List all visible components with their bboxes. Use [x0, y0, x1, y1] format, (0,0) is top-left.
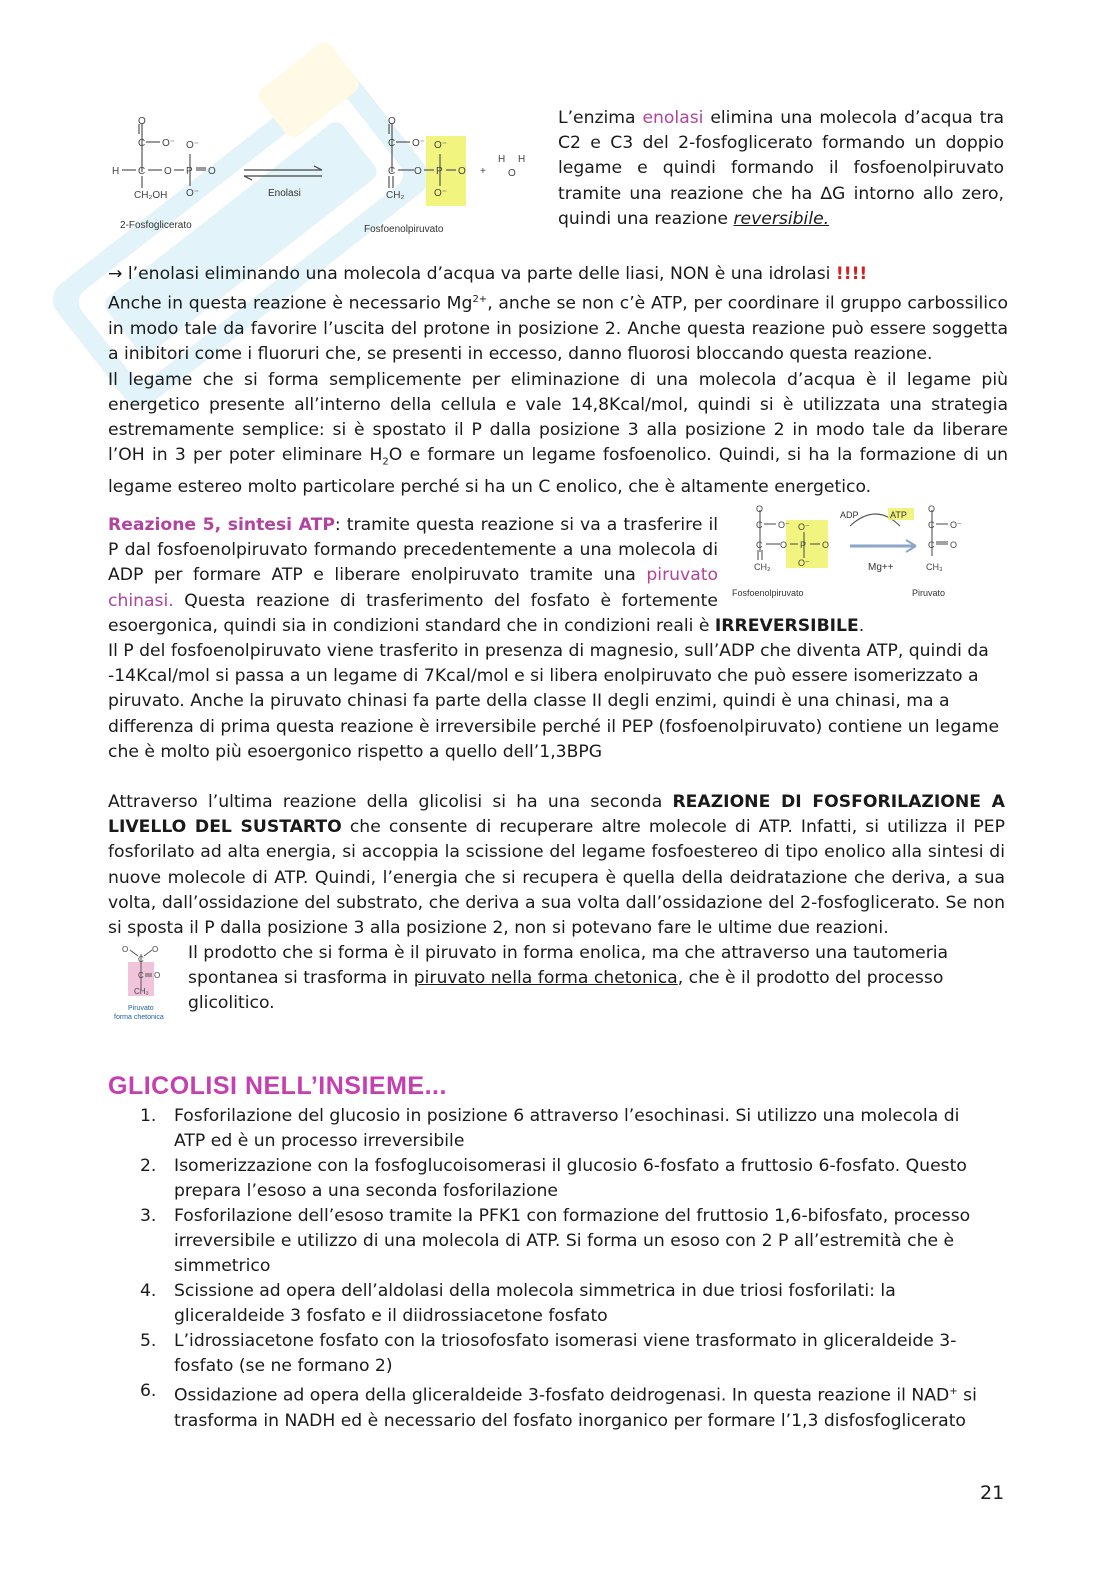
svg-text:CH₃: CH₃: [134, 987, 149, 996]
svg-text:CH₂OH: CH₂OH: [134, 190, 168, 201]
svg-text:O: O: [756, 504, 764, 514]
svg-text:O: O: [122, 945, 129, 954]
step-number: 5.: [140, 1331, 157, 1351]
svg-text:CH₃: CH₃: [926, 562, 943, 572]
svg-text:O⁻: O⁻: [798, 558, 810, 568]
section-heading: GLICOLISI NELL’INSIEME...: [108, 1072, 447, 1100]
liasi-note: → l’enolasi eliminando una molecola d’acqua va parte delle liasi, NON è una idrolasi: [108, 264, 836, 284]
svg-text:O: O: [822, 540, 830, 550]
svg-text:O⁻: O⁻: [950, 520, 962, 530]
fosforilazione-pre: Attraverso l’ultima reazione della glicolisi si ha una seconda: [108, 792, 673, 812]
svg-text:C: C: [138, 971, 144, 980]
enolasi-intro-pre: L’enzima: [558, 108, 643, 128]
svg-text:H: H: [518, 154, 526, 165]
svg-text:O: O: [138, 116, 146, 127]
svg-text:CH₂: CH₂: [386, 190, 405, 201]
piruvato-fig-label1: Piruvato: [128, 1005, 154, 1012]
h2o-subscript: 2: [382, 456, 389, 468]
svg-text:O: O: [780, 540, 788, 550]
list-item: [108, 1154, 988, 1204]
mg-superscript: 2+: [472, 294, 488, 306]
figure-spacer: [718, 513, 1008, 613]
svg-text:C: C: [138, 138, 146, 149]
reazione5-text1: : tramite questa reazione si va a trasferire il P dal fosfoenolpiruvato formando precedentemente a una molecola di ADP per formare ATP e liberare enolpiruvato tramite una: [108, 515, 718, 586]
step-number: 4.: [140, 1281, 157, 1301]
svg-text:O: O: [152, 945, 159, 954]
svg-text:C: C: [138, 955, 144, 964]
reazione5-dot: .: [858, 615, 865, 636]
fig1-arrow-label: Enolasi: [268, 188, 301, 199]
step-text: Isomerizzazione con la fosfoglucoisomerasi il glucosio 6-fosfato a fruttosio 6-fosfato. Questo prepara l’esoso a una seconda fosforilazione: [174, 1156, 967, 1201]
svg-text:O: O: [458, 166, 466, 177]
list-item: [108, 1379, 988, 1434]
svg-text:P: P: [800, 540, 807, 550]
step-text: Fosforilazione dell’esoso tramite la PFK1 con formazione del fruttosio 1,6-bifosfato, processo irreversibile e utilizzo di una molecola di ATP. Si forma un esoso con 2 P all’estremità che è simmetrico: [174, 1206, 971, 1276]
reazione5-detail: Il P del fosfoenolpiruvato viene trasferito in presenza di magnesio, sull’ADP che diventa ATP, quindi da -14Kcal/mol si passa a un legame di 7Kcal/mol e si libera enolpiruvato che può essere isomerizzato a piruvato. Anche la piruvato chinasi fa parte della classe II degli enzimi, quindi è una chinasi, ma a differenza di prima questa reazione è irreversibile perché il PEP (fosfoenolpiruvato) contiene un legame che è molto più esoergonico rispetto a quello dell’1,3BPG: [108, 641, 1000, 762]
step-text: Scissione ad opera dell’aldolasi della molecola simmetrica in due triosi fosforilati: la gliceraldeide 3 fosfato e il diidrossiacetone fosfato: [174, 1281, 896, 1326]
page-number: 21: [980, 1482, 1005, 1504]
exclamation-marks: !!!!: [835, 264, 868, 284]
fig2-left-label: Fosfoenolpiruvato: [732, 588, 804, 598]
legame-sentence-post: O e formare un legame fosfoenolico. Quindi, si ha la formazione di un legame estereo molto particolare perché si ha un C enolico, che è altamente energetico.: [108, 445, 1008, 497]
step-text: Fosforilazione del glucosio in posizione 6 attraverso l’esochinasi. Si utilizzo una molecola di ATP ed è un processo irreversibile: [174, 1106, 960, 1151]
enolasi-intro-mid: elimina una molecola d’acqua tra C2 e C3 del 2-fosfoglicerato formando un doppio legame e quindi formando il fosfoenolpiruvato tramite una reazione che ha ∆G intorno allo zero, quindi una reazione: [558, 108, 1004, 229]
mg-sentence-post: , anche se non c’è ATP, per coordinare il gruppo carbossilico in modo tale da favorire l’uscita del protone in posizione 2. Anche questa reazione può essere soggetta a inibitori come i fluoruri che, se presenti in eccesso, danno fluorosi bloccando questa reazione.: [108, 293, 1009, 365]
enolasi-details-paragraph: [108, 262, 1008, 500]
svg-text:C: C: [388, 138, 396, 149]
fig2-adp-label: ADP: [840, 510, 859, 520]
legame-sentence-pre: Il legame che si forma semplicemente per eliminazione di una molecola d’acqua è il legame più energetico presente all’interno della cellula e vale 14,8Kcal/mol, quindi si è utilizzata una strategia estremamente semplice: si è spostato il P dalla posizione 3 alla posizione 2 in modo tale da liberare l’OH in 3 per poter eliminare H: [108, 369, 1008, 466]
list-item: [108, 1329, 988, 1379]
svg-text:O: O: [508, 168, 516, 179]
piruvato-paragraph: [188, 941, 978, 1017]
svg-text:O⁻: O⁻: [186, 140, 200, 151]
enolasi-intro-paragraph: [558, 106, 1004, 232]
fig2-atp-label: ATP: [890, 510, 907, 520]
svg-text:O: O: [928, 504, 936, 514]
step-number: 6.: [140, 1381, 157, 1401]
irreversibile-word: IRREVERSIBILE: [714, 615, 859, 636]
svg-text:C: C: [388, 166, 396, 177]
glycolysis-steps-list: [108, 1104, 988, 1434]
fig1-right-label: Fosfoenolpiruvato: [364, 224, 444, 235]
list-item: [108, 1104, 988, 1154]
svg-text:C: C: [928, 520, 935, 530]
fig2-mg-label: Mg++: [868, 562, 894, 573]
enolasi-reaction-figure: [108, 112, 528, 240]
reazione5-title: Reazione 5, sintesi ATP: [108, 515, 335, 535]
piruvato-pre: Il prodotto che si forma è il piruvato in forma enolica, ma che attraverso una tautomeria spontanea si trasforma in: [188, 943, 949, 989]
reversible-word: reversibile.: [733, 208, 830, 229]
svg-text:CH₂: CH₂: [754, 562, 771, 572]
svg-text:H: H: [112, 166, 120, 177]
svg-text:O: O: [208, 166, 216, 177]
list-item: [108, 1279, 988, 1329]
svg-text:O⁻: O⁻: [778, 520, 790, 530]
svg-text:O: O: [414, 166, 422, 177]
svg-text:O⁻: O⁻: [412, 138, 426, 149]
piruvato-chinasi-name: piruvato chinasi.: [108, 565, 718, 611]
svg-text:+: +: [480, 166, 486, 177]
fig2-right-label: Piruvato: [912, 588, 946, 598]
step-number: 1.: [140, 1106, 157, 1126]
nad-superscript: +: [949, 1386, 958, 1397]
fosforilazione-paragraph: [108, 790, 1005, 941]
svg-text:C: C: [138, 166, 146, 177]
svg-text:O: O: [388, 116, 396, 127]
svg-text:O⁻: O⁻: [162, 138, 176, 149]
svg-text:O: O: [950, 540, 958, 550]
list-item: [108, 1204, 988, 1279]
svg-text:H: H: [498, 154, 506, 165]
svg-text:O⁻: O⁻: [798, 522, 810, 532]
piruvato-chetonico-underline: piruvato nella forma chetonica: [413, 968, 678, 989]
svg-text:O: O: [154, 971, 161, 980]
step-text: Ossidazione ad opera della gliceraldeide 3-fosfato deidrogenasi. In questa reazione il NAD: [174, 1385, 950, 1406]
piruvato-diagram: [108, 944, 178, 1024]
mg-sentence-pre: Anche in questa reazione è necessario Mg: [108, 293, 473, 314]
svg-text:O: O: [164, 166, 172, 177]
svg-text:C: C: [928, 540, 935, 550]
svg-text:P: P: [436, 166, 443, 177]
reazione5-text2: Questa reazione di trasferimento del fosfato è fortemente esoergonica, quindi sia in condizioni standard che in condizioni reali è: [108, 590, 718, 636]
step-text-post: si trasforma in NADH ed è necessario del fosfato inorganico per formare l’1,3 disfosfoglicerato: [174, 1385, 977, 1431]
svg-text:O⁻: O⁻: [434, 140, 448, 151]
svg-text:O⁻: O⁻: [434, 188, 448, 199]
enolasi-enzyme-name: enolasi: [642, 108, 704, 128]
piruvato-fig-label2: forma chetonica: [114, 1014, 164, 1021]
reazione5-paragraph: [108, 513, 1008, 765]
step-number: 2.: [140, 1156, 157, 1176]
fosforilazione-post: che consente di recuperare altre molecole di ATP. Infatti, si utilizza il PEP fosforilato ad alta energia, si accoppia la scissione del legame fosfoestereo di tipo enolico alla sintesi di nuove molecole di ATP. Quindi, l’energia che si recupera è quella della deidratazione che deriva, a sua volta, dall’ossidazione del substrato, che deriva a sua volta dall’ossidazione del 2-fosfoglicerato. Se non si sposta il P dalla posizione 3 alla posizione 2, non si potevano fare le ultime due reazioni.: [108, 817, 1006, 939]
fosforilazione-bold: REAZIONE DI FOSFORILAZIONE A LIVELLO DEL SUSTARTO: [108, 792, 1005, 838]
fig1-left-label: 2-Fosfoglicerato: [120, 220, 192, 231]
svg-text:O⁻: O⁻: [186, 188, 200, 199]
svg-text:P: P: [186, 166, 193, 177]
svg-text:C: C: [756, 540, 763, 550]
svg-text:C: C: [756, 520, 763, 530]
piruvato-post: , che è il prodotto del processo glicolitico.: [188, 968, 944, 1014]
step-number: 3.: [140, 1206, 157, 1226]
piruvato-chetonico-figure: [108, 944, 178, 1024]
enolasi-reaction-diagram: [108, 112, 528, 240]
step-text: L’idrossiacetone fosfato con la triosofosfato isomerasi viene trasformato in gliceraldeide 3-fosfato (se ne formano 2): [174, 1331, 957, 1376]
